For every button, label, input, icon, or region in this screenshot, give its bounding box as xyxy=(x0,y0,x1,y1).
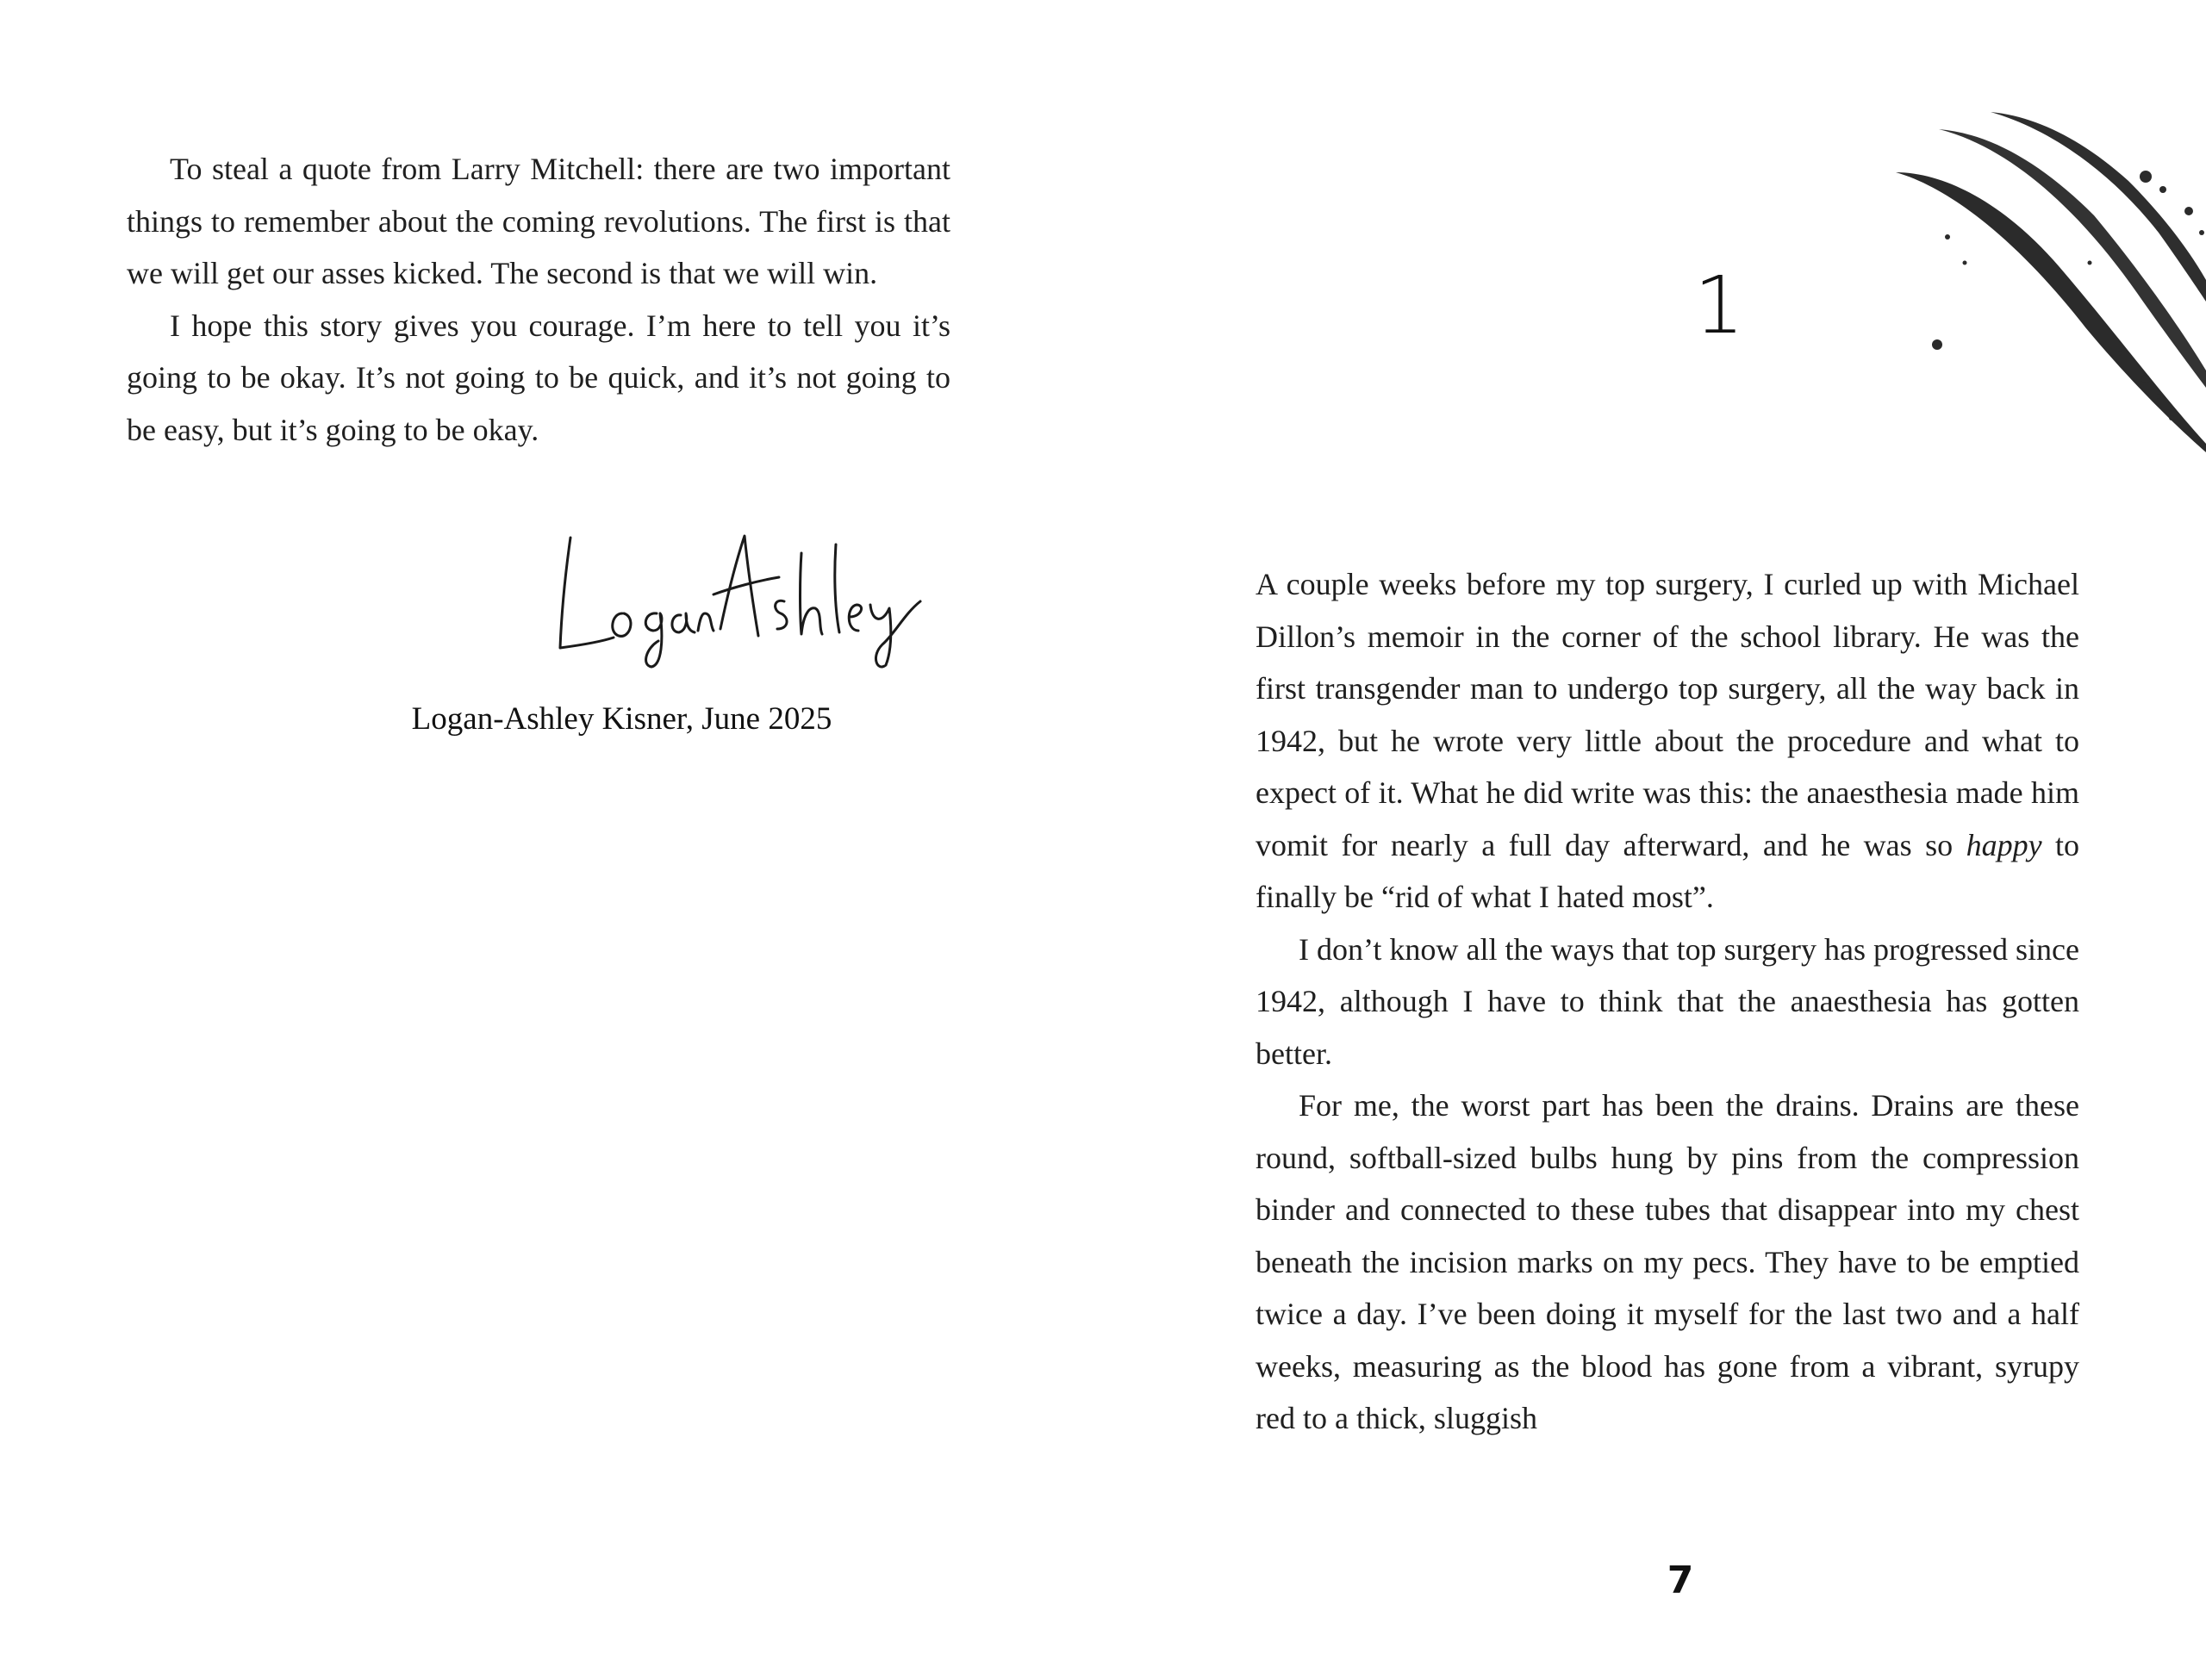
right-page xyxy=(1103,0,2206,1680)
afterword-paragraph-2: I hope this story gives you courage. I’m here to tell you it’s going to be okay. It’s not going to be quick, and it’s not going to be easy, but it’s going to be okay. xyxy=(127,308,950,447)
sign-off: Logan-Ashley Kisner, June 2025 xyxy=(411,701,832,737)
page-number: 7 xyxy=(1667,1559,1694,1602)
afterword-paragraph-1: To steal a quote from Larry Mitchell: there are two important things to remember about the coming revolutions. The first is that we will get our asses kicked. The second is that we will win. xyxy=(127,152,950,290)
afterword-text xyxy=(127,143,950,456)
paragraph-1-italic-word: happy xyxy=(1966,827,2042,862)
chapter-paragraph-1 xyxy=(1256,558,2079,924)
chapter-number: 1 xyxy=(1693,259,1745,352)
paragraph-1-text-end: to finally be “rid of what I hated most”. xyxy=(1256,827,2079,914)
chapter-paragraph-3: For me, the worst part has been the drains. Drains are these round, softball-sized bulbs hung by pins from the compression binder and connected to these tubes that disappear into my chest beneath the incision marks on my pecs. They have to be emptied twice a day. I’ve been doing it myself for the last two and a half weeks, measuring as the blood has gone from a vibrant, syrupy red to a thick, sluggish xyxy=(1256,1088,2079,1435)
chapter-paragraph-2: I don’t know all the ways that top surgery has progressed since 1942, although I have to think that the anaesthesia has gotten better. xyxy=(1256,931,2079,1071)
author-signature xyxy=(552,527,931,674)
paragraph-1-text-start: A couple weeks before my top surgery, I curled up with Michael Dillon’s memoir in the corner of the school library. He was the first transgender man to undergo top surgery, all the way back in 1942, but he wrote very little about the procedure and what to expect of it. What he did write was this: the anaesthesia made him vomit for nearly a full day afterward, and he was so xyxy=(1256,567,2079,862)
claw-marks-icon xyxy=(1861,112,2206,457)
chapter-text xyxy=(1256,558,2079,1445)
